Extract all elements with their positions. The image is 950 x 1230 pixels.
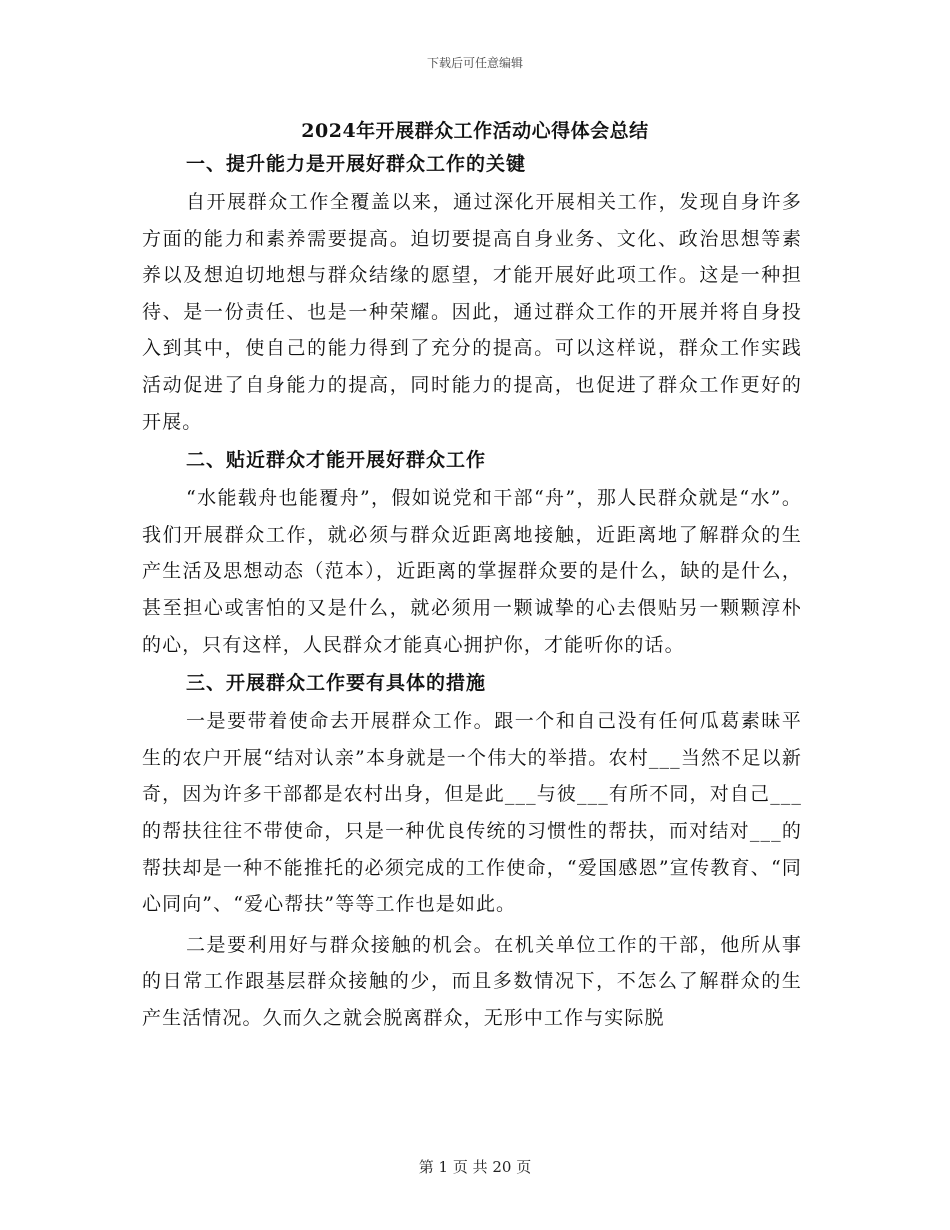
page-number: 第 1 页 共 20 页 <box>418 1158 532 1176</box>
section-2-paragraph-1: “水能载舟也能覆舟”，假如说党和干部“舟”，那人民群众就是“水”。我们开展群众工作，就必须与群众近距离地接触，近距离地了解群众的生产生活及思想动态（范本），近距离的掌握群众要的是什么，缺的是什么，甚至担心或害怕的又是什么，就必须用一颗诚挚的心去偎贴另一颗颗淳朴的心，只有这样，人民群众才能真心拥护你，才能听你的话。 <box>142 487 802 656</box>
document-title: 2024年开展群众工作活动心得体会总结 <box>301 120 649 142</box>
section-1-paragraph-1: 自开展群众工作全覆盖以来，通过深化开展相关工作，发现自身许多方面的能力和素养需要提高。迫切要提高自身业务、文化、政治思想等素养以及想迫切地想与群众结缘的愿望，才能开展好此项工作。这是一种担待、是一份责任、也是一种荣耀。因此，通过群众工作的开展并将自身投入到其中，使自己的能力得到了充分的提高。可以这样说，群众工作实践活动促进了自身能力的提高，同时能力的提高，也促进了群众工作更好的开展。 <box>142 191 802 433</box>
section-heading-3: 三、开展群众工作要有具体的措施 <box>186 672 487 695</box>
section-3-paragraph-2: 二是要利用好与群众接触的机会。在机关单位工作的干部，他所从事的日常工作跟基层群众接触的少，而且多数情况下，不怎么了解群众的生产生活情况。久而久之就会脱离群众，无形中工作与实际脱 <box>142 933 802 1029</box>
document-body <box>142 148 802 1040</box>
section-3-paragraph-1: 一是要带着使命去开展群众工作。跟一个和自己没有任何瓜葛素昧平生的农户开展“结对认亲”本身就是一个伟大的举措。农村___当然不足以新奇，因为许多干部都是农村出身，但是此___与彼___有所不同，对自己___的帮扶往往不带使命，只是一种优良传统的习惯性的帮扶，而对结对___的帮扶却是一种不能推托的必须完成的工作使命，“爱国感恩”宣传教育、“同心同向”、“爱心帮扶”等等工作也是如此。 <box>142 710 802 916</box>
header-note: 下载后可任意编辑 <box>426 56 523 70</box>
section-heading-1: 一、提升能力是开展好群众工作的关键 <box>186 153 527 175</box>
section-heading-2: 二、贴近群众才能开展好群众工作 <box>186 449 487 472</box>
